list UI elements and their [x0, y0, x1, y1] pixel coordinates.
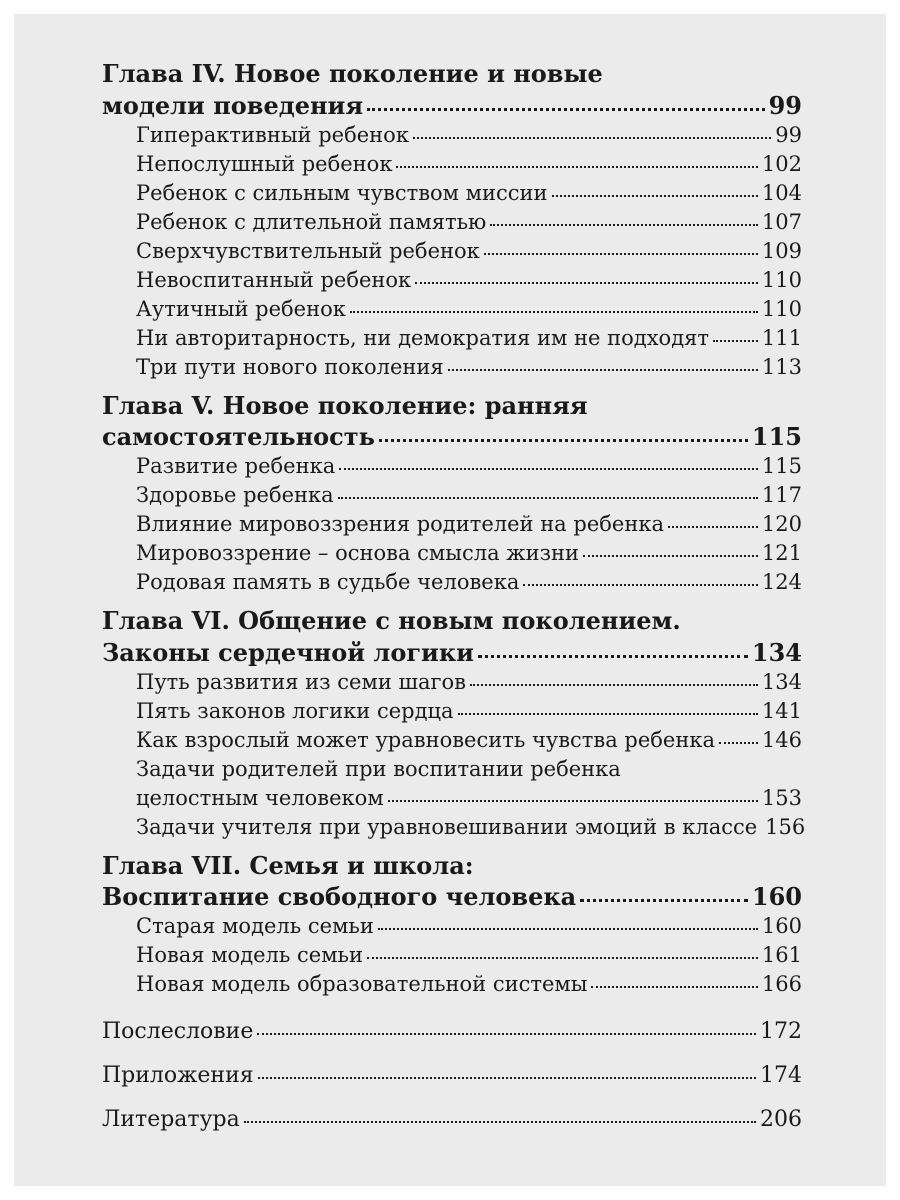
item-title: Ребенок с длительной памятью: [136, 209, 487, 234]
dot-leader: [458, 694, 758, 715]
page-number: 156: [765, 814, 806, 839]
dot-leader: [396, 147, 757, 168]
dot-leader: [413, 118, 771, 139]
item-title: Старая модель семьи: [136, 914, 374, 939]
item-title: Гиперактивный ребенок: [136, 122, 409, 147]
page-number: 115: [751, 422, 802, 452]
item-title: Новая модель образовательной системы: [136, 972, 588, 997]
dot-leader: [470, 665, 758, 686]
dot-leader: [350, 292, 758, 313]
chapter-entry[interactable]: [102, 881, 802, 913]
dot-leader: [339, 449, 758, 470]
item-title: Аутичный ребенок: [136, 296, 346, 321]
chapter-entry[interactable]: [102, 421, 802, 453]
toc-item-title-line1: [102, 755, 802, 784]
page-number: 120: [761, 512, 802, 537]
dot-leader: [448, 350, 758, 371]
item-title: Непослушный ребенок: [136, 151, 393, 176]
dot-leader: [258, 1058, 756, 1080]
chapter-title-line2: Воспитание свободного человека: [102, 882, 577, 912]
item-title: Путь развития из семи шагов: [136, 669, 467, 694]
chapter-title-line1: Глава V. Новое поколение: ранняя: [102, 390, 588, 420]
page-number: 110: [761, 267, 802, 292]
page-number: 121: [761, 541, 802, 566]
toc-item[interactable]: [102, 970, 802, 999]
dot-leader: [580, 878, 748, 903]
back-matter-afterword[interactable]: [102, 1015, 802, 1049]
toc-item[interactable]: [102, 179, 802, 208]
toc-item[interactable]: [102, 452, 802, 481]
page-number: 115: [761, 454, 802, 479]
page-number: 141: [761, 698, 802, 723]
toc-item[interactable]: [102, 121, 802, 150]
page-number: 161: [761, 943, 802, 968]
page-number: 117: [761, 483, 802, 508]
dot-leader: [713, 321, 758, 342]
page-number: 160: [761, 914, 802, 939]
item-title: Влияние мировоззрения родителей на ребенка: [136, 512, 664, 537]
dot-leader: [415, 263, 758, 284]
chapter-entry[interactable]: [102, 636, 802, 668]
dot-leader: [523, 565, 758, 586]
toc-item[interactable]: [102, 784, 802, 813]
toc-item[interactable]: [102, 295, 802, 324]
page-number: 134: [751, 637, 802, 667]
page-number: 146: [761, 727, 802, 752]
page-number: 102: [761, 151, 802, 176]
toc-item[interactable]: [102, 150, 802, 179]
chapter-6: [102, 605, 806, 842]
toc-item[interactable]: [102, 941, 802, 970]
dot-leader: [257, 1014, 756, 1036]
item-title: Ребенок с сильным чувством миссии: [136, 180, 548, 205]
page-number: 174: [760, 1063, 802, 1089]
toc-item[interactable]: [102, 813, 806, 842]
dot-leader: [719, 723, 758, 744]
page-number: 111: [761, 325, 802, 350]
dot-leader: [668, 507, 758, 528]
page-number: 172: [760, 1019, 802, 1045]
toc-item[interactable]: [102, 353, 802, 382]
dot-leader: [378, 909, 758, 930]
toc-item[interactable]: [102, 237, 802, 266]
dot-leader: [591, 967, 757, 988]
dot-leader: [367, 86, 765, 111]
item-title: Задачи учителя при уравновешивании эмоций в классе: [136, 814, 758, 839]
chapter-title-line1: Глава VI. Общение с новым поколением.: [102, 606, 681, 636]
item-title: целостным человеком: [136, 785, 384, 810]
dot-leader: [338, 478, 758, 499]
item-title: Пять законов логики сердца: [136, 698, 454, 723]
dot-leader: [379, 418, 748, 443]
page-number: 206: [760, 1107, 802, 1133]
chapter-title-line2: Законы сердечной логики: [102, 637, 474, 667]
back-matter-appendices[interactable]: [102, 1059, 802, 1093]
chapter-title-line1: Глава VII. Семья и школа:: [102, 850, 474, 880]
item-title: Литература: [102, 1107, 240, 1133]
item-title: Мировоззрение – основа смысла жизни: [136, 541, 580, 566]
toc-item[interactable]: [102, 697, 802, 726]
page-number: 134: [761, 669, 802, 694]
page-number: 99: [768, 90, 802, 120]
page-number: 104: [761, 180, 802, 205]
dot-leader: [552, 176, 758, 197]
chapter-entry[interactable]: [102, 89, 802, 121]
dot-leader: [583, 536, 758, 557]
back-matter-literature[interactable]: [102, 1103, 802, 1137]
dot-leader: [367, 938, 758, 959]
toc-item[interactable]: [102, 324, 802, 353]
toc-item[interactable]: [102, 208, 802, 237]
chapter-title-line2: самостоятельность: [102, 422, 375, 452]
dot-leader: [490, 205, 758, 226]
page-number: 166: [761, 972, 802, 997]
toc-item[interactable]: [102, 266, 802, 295]
toc-item[interactable]: [102, 510, 802, 539]
item-title: Развитие ребенка: [136, 454, 336, 479]
page-number: 153: [761, 785, 802, 810]
page-number: 160: [751, 882, 802, 912]
toc-item[interactable]: [102, 481, 802, 510]
table-of-contents: [102, 58, 806, 1137]
page-number: 124: [761, 570, 802, 595]
page-number: 113: [761, 354, 802, 379]
dot-leader: [478, 633, 748, 658]
chapter-7: [102, 850, 802, 1000]
chapter-4: [102, 58, 802, 382]
item-title: Новая модель семьи: [136, 943, 363, 968]
item-title: Как взрослый может уравновесить чувства ребенка: [136, 727, 715, 752]
toc-item[interactable]: [102, 912, 802, 941]
dot-leader: [244, 1102, 756, 1124]
toc-item[interactable]: [102, 568, 802, 597]
chapter-title-line1: Глава IV. Новое поколение и новые: [102, 59, 603, 88]
book-page: [14, 14, 886, 1186]
item-title: Родовая память в судьбе человека: [136, 570, 520, 595]
chapter-5: [102, 390, 802, 598]
toc-item[interactable]: [102, 539, 802, 568]
page-number: 107: [761, 209, 802, 234]
item-title: Ни авторитарность, ни демократия им не подходят: [136, 325, 709, 350]
dot-leader: [484, 234, 758, 255]
chapter-title-line2: модели поведения: [102, 90, 364, 120]
item-title: Послесловие: [102, 1019, 254, 1045]
item-title: Сверхчувствительный ребенок: [136, 238, 480, 263]
item-title: Невоспитанный ребенок: [136, 267, 412, 292]
dot-leader: [388, 781, 758, 802]
page-number: 99: [775, 122, 802, 147]
toc-item[interactable]: [102, 726, 802, 755]
item-title: Здоровье ребенка: [136, 483, 334, 508]
toc-item[interactable]: [102, 668, 802, 697]
page-number: 109: [761, 238, 802, 263]
page-number: 110: [761, 296, 802, 321]
item-title: Три пути нового поколения: [136, 354, 444, 379]
item-title: Приложения: [102, 1063, 254, 1089]
item-title: Задачи родителей при воспитании ребенка: [136, 756, 621, 781]
